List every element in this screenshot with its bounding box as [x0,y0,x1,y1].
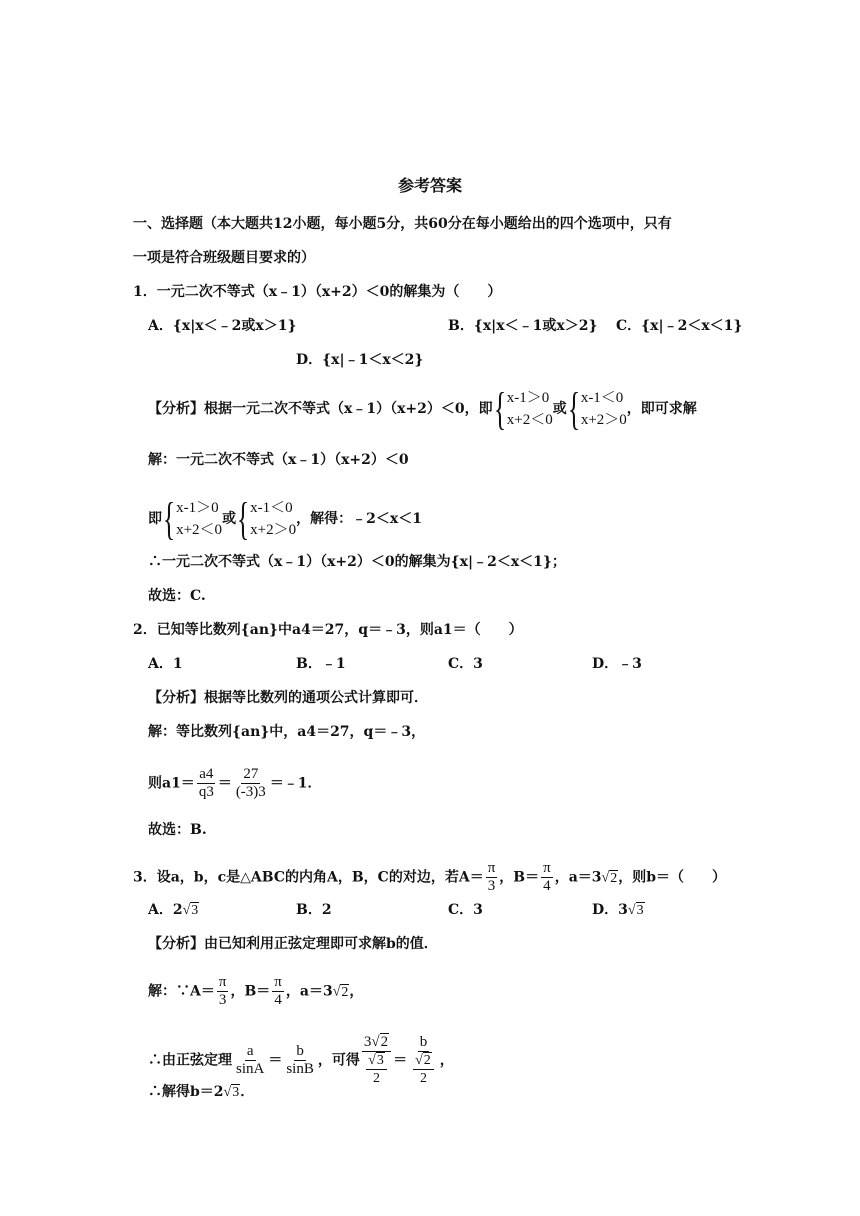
q3-sin-a-sqrt: √3 [368,1053,384,1068]
q3-sol-angle-a-den: 3 [218,992,227,1008]
q3-angle-b [541,860,553,895]
q3-sol1-prefix: 解：∵A＝ [148,983,215,1000]
q3-ratio-left-num [362,1034,391,1052]
q2-option-d: D．﹣3 [592,656,642,672]
q3-law-b-num: b [296,1043,304,1059]
q3-solution-line-2 [148,1034,454,1087]
q3-law-b [284,1043,316,1078]
q3-sol1-sqrt: √2 [332,984,349,1000]
q3-angle-b-num: π [543,860,551,876]
q2-fraction-2-num: 27 [243,766,259,782]
q3-option-d-sqrt: √3 [627,903,644,918]
q1-sol-system-2-row-1: x-1＜0 [250,500,293,516]
q3-option-c: C．3 [448,902,483,918]
q3-ratio-right [409,1034,438,1087]
q1-sol-system-2: { x-1＜0 x+2＞0 [237,493,297,544]
q3-law-a-den: sinA [236,1061,265,1077]
q3-ratio-right-num: b [419,1034,428,1050]
q2-solution-line-2 [148,766,322,801]
q3-angle-a-den: 3 [487,878,496,894]
q3-sol-angle-b-den: 4 [274,992,282,1008]
q2-equals: ＝ [217,775,232,792]
q2-option-b: B．﹣1 [296,656,346,672]
q3-sol1-tail: ， [349,983,364,1000]
q3-ratio-left-radicand: 2 [380,1034,389,1050]
q3-sqrt-2: √2 [601,870,618,886]
q3-sin-a-den: 2 [372,1071,380,1086]
q3-law-equals: ＝ [268,1052,283,1069]
q1-solution-line-2 [148,493,422,544]
q3-option-a-text: A．2 [148,902,183,918]
q3-stem-a: ，a＝3 [554,869,602,886]
q1-sol-system-1: { x-1＞0 x+2＜0 [162,493,223,544]
q3-sol1-b: ，B＝ [230,983,271,1000]
q2-fraction-1-den: q3 [198,784,214,800]
q3-sol1-a: ，a＝3 [285,983,333,1000]
q3-sol-angle-b-num: π [274,974,282,990]
q1-system-2-row-1: x-1＜0 [580,390,624,406]
q1-sol-system-2-row-2: x+2＞0 [250,522,297,538]
q2-sol2-prefix: 则a1＝ [148,775,195,792]
q3-sol2-tail: ， [439,1052,454,1069]
q2-fraction-1 [197,766,216,801]
q1-sol-or: 或 [222,511,237,527]
q3-sol1-radicand: 2 [341,984,349,1000]
q2-fraction-2 [234,766,268,801]
q3-angle-a [486,860,498,895]
q3-ratio-left-sqrt: √2 [371,1034,389,1050]
q2-analysis: 【分析】根据等比数列的通项公式计算即可． [148,690,428,706]
q3-stem [133,860,726,895]
q3-option-a-radicand: 3 [191,903,199,918]
q3-sin-b-sqrt: √2 [415,1053,431,1068]
q3-option-b: B．2 [296,902,332,918]
q2-stem: 2．已知等比数列{an}中a4＝27，q＝﹣3，则a1＝（ ） [133,622,523,638]
q1-solution-line-3: ∴一元二次不等式（x﹣1）（x+2）＜0的解集为{x|﹣2＜x＜1}； [148,554,566,570]
q3-sol-angle-b [272,974,284,1009]
q1-system-2-row-2: x+2＞0 [580,412,627,428]
q1-option-d: D．{x|﹣1＜x＜2} [296,352,424,368]
q1-option-c: C．{x|﹣2＜x＜1} [616,318,743,334]
section-heading-line-1: 一、选择题（本大题共12小题，每小题5分，共60分在每小题给出的四个选项中，只有 [133,216,672,232]
q3-option-a [148,900,199,921]
q3-law-a-num: a [246,1043,254,1059]
q3-sol2-mid: ，可得 [317,1052,360,1069]
q3-ratio-left-coef: 3 [363,1034,372,1050]
q3-sin-b-radicand: 2 [423,1053,431,1068]
q3-sin-b-num [413,1052,434,1070]
q3-ratio-right-den [409,1052,438,1087]
q3-option-d-text: D．3 [592,902,628,918]
q3-sin-b-value [413,1052,434,1087]
q3-sin-a-value [366,1052,387,1087]
q2-choice: 故选：B. [148,822,207,838]
q3-sol3-radicand: 3 [232,1085,240,1100]
q3-law-a [234,1043,266,1078]
q3-ratio-left-den [362,1052,391,1087]
q1-analysis [148,383,697,434]
q3-solution-line-3 [148,1082,254,1103]
q1-system-1: { x-1＞0 x+2＜0 [493,383,553,434]
q3-sol-angle-a-num: π [218,974,227,990]
q3-sin-a-num [366,1052,387,1070]
q3-solution-line-1 [148,974,363,1009]
q3-sol3-sqrt: √3 [223,1085,240,1100]
q1-system-2: { x-1＜0 x+2＞0 [567,383,627,434]
section-heading-line-2: 一项是符合班级题目要求的） [133,250,315,266]
q3-option-a-sqrt: √3 [182,903,199,918]
q3-sol2-prefix: ∴由正弦定理 [148,1052,232,1069]
q1-system-1-row-1: x-1＞0 [506,390,550,406]
q3-sol-angle-a [217,974,229,1009]
q3-sin-a-radicand: 3 [376,1053,384,1068]
q1-sol2-prefix: 即 [148,511,162,527]
q1-or: 或 [552,401,567,417]
q3-option-d [592,900,645,921]
q3-analysis: 【分析】由已知利用正弦定理即可求解b的值． [148,936,438,952]
q1-sol-system-1-row-1: x-1＞0 [176,500,219,516]
q3-stem-text: 3．设a，b，c是△ABC的内角A，B，C的对边，若A＝ [133,869,484,886]
q3-angle-a-num: π [487,860,496,876]
q3-angle-b-den: 4 [543,878,551,894]
q1-choice: 故选：C. [148,588,206,604]
q3-radicand-2: 2 [610,870,618,886]
q3-stem-b: ，B＝ [499,869,540,886]
q1-analysis-text: 【分析】根据一元二次不等式（x﹣1）（x+2）＜0，即 [148,401,493,417]
q1-solution-line-1: 解：一元二次不等式（x﹣1）（x+2）＜0 [148,452,409,468]
q1-analysis-tail: ，即可求解 [626,401,697,417]
q2-option-c: C．3 [448,656,483,672]
q1-stem: 1．一元二次不等式（x﹣1）（x+2）＜0的解集为（ ） [133,284,502,300]
q3-ratio-equals: ＝ [393,1052,408,1069]
q3-option-d-radicand: 3 [636,903,644,918]
q3-sin-b-den: 2 [419,1071,427,1086]
q3-sol3-prefix: ∴解得b＝2 [148,1084,224,1100]
q2-option-a: A．1 [148,656,183,672]
q2-solution-line-1: 解：等比数列{an}中，a4＝27，q＝﹣3， [148,724,426,740]
q1-option-b: B．{x|x＜﹣1或x＞2} [448,318,598,334]
q2-fraction-1-num: a4 [199,766,214,782]
q2-fraction-2-den: (-3)3 [235,784,266,800]
q3-law-b-den: sinB [286,1061,314,1077]
q3-stem-tail: ，则b＝（ ） [618,869,726,886]
q1-system-1-row-2: x+2＜0 [506,412,553,428]
q1-option-a: A．{x|x＜﹣2或x＞1} [148,318,297,334]
q3-sol3-tail: ． [240,1084,255,1100]
q3-ratio-left [362,1034,391,1087]
q1-sol-system-1-row-2: x+2＜0 [176,522,223,538]
q1-sol2-result: ，解得：﹣2＜x＜1 [296,511,422,527]
page-title: 参考答案 [397,176,462,195]
q2-sol2-result: ＝﹣1． [269,775,322,792]
